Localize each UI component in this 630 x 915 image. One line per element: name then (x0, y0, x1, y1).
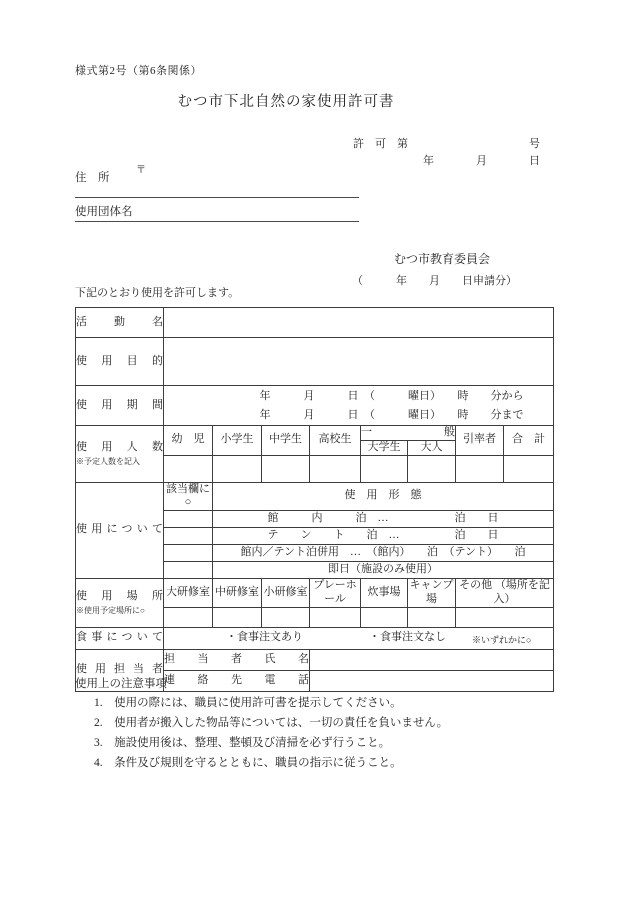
place-value-other (456, 607, 554, 627)
permit-date-line (423, 152, 540, 168)
place-value-campsite (408, 607, 456, 627)
permit-number-line (353, 135, 540, 151)
meal-note: ※いずれかに○ (472, 634, 532, 645)
people-value-leader (456, 455, 504, 482)
place-value-cooking-area (361, 607, 408, 627)
period-row (76, 386, 554, 426)
usage-check-cell-indoor (164, 511, 213, 528)
meal-option-with-order: ・食事注文あり (226, 631, 303, 644)
usage-option-indoor: 館 内 泊 … 泊 日 (213, 511, 554, 528)
people-value-junior-high (262, 455, 310, 482)
address-underline (75, 197, 359, 198)
period-label: 使用期間 (76, 398, 163, 411)
place-col-large-room: 大研修室 (164, 579, 213, 608)
staff-name-row (76, 649, 554, 670)
permit-date-year: 年 (423, 155, 434, 167)
usage-option-tent: テ ン ト 泊 … 泊 日 (213, 528, 554, 545)
staff-name-label-cell (164, 649, 310, 670)
group-name-underline (75, 221, 359, 222)
people-value-infant (164, 455, 213, 482)
postal-mark: 〒 (136, 165, 146, 176)
people-value-high-school (310, 455, 361, 482)
meal-row (76, 627, 554, 649)
note-item-3: 3. 施設使用後は、整理、整頓及び清掃を必ず行うこと。 (94, 737, 391, 749)
notes-title: 使用上の注意事項 (75, 678, 167, 690)
place-col-small-room: 小研修室 (262, 579, 310, 608)
people-value-total (504, 455, 554, 482)
place-col-other: その他 （場所を記入） (456, 579, 554, 608)
people-col-leader: 引率者 (456, 426, 504, 456)
usage-label: 使用について (76, 523, 163, 536)
note-item-2: 2. 使用者が搬入した物品等については、一切の責任を負いません。 (94, 717, 449, 729)
group-name-label: 使用団体名 (75, 206, 133, 218)
place-label-cell (76, 579, 164, 628)
place-col-medium-room: 中研修室 (213, 579, 262, 608)
place-col-play-hall: プレーホール (310, 579, 361, 608)
people-col-junior-high: 中学生 (262, 426, 310, 456)
place-label: 使用場所 (76, 589, 163, 602)
place-value-play-hall (310, 607, 361, 627)
note-item-1: 1. 使用の際には、職員に使用許可書を提示してください。 (94, 697, 402, 709)
meal-label-cell (76, 627, 164, 649)
staff-phone-label: 連絡先電話 (164, 673, 309, 686)
people-general-label: 一般 (361, 426, 455, 438)
usage-check-cell-tent (164, 528, 213, 545)
meal-label: 食事について (76, 631, 163, 644)
people-col-university: 大学生 (361, 440, 408, 455)
people-col-elementary: 小学生 (213, 426, 262, 456)
people-col-high-school: 高校生 (310, 426, 361, 456)
usage-mode-header: 使 用 形 態 (213, 482, 554, 511)
usage-check-header: 該当欄に○ (164, 482, 213, 511)
activity-label: 活動名 (76, 315, 163, 328)
usage-option-sameday: 即日（施設のみ使用） (213, 562, 554, 579)
usage-header-row (76, 482, 554, 511)
period-value-cell (164, 386, 554, 426)
usage-label-cell (76, 482, 164, 579)
place-value-large-room (164, 607, 213, 627)
permit-date-day: 日 (529, 155, 540, 167)
people-label: 使用人数 (76, 440, 163, 453)
usage-check-cell-combined (164, 545, 213, 562)
form-number: 様式第2号（第6条関係） (75, 65, 202, 77)
staff-phone-label-cell (164, 670, 310, 691)
purpose-row (76, 338, 554, 386)
place-value-small-room (262, 607, 310, 627)
people-col-adult: 大人 (408, 440, 456, 455)
meal-options (164, 630, 553, 646)
address-label: 住 所 (75, 172, 110, 184)
activity-label-cell (76, 308, 164, 338)
people-value-university (361, 455, 408, 482)
permit-form-table (75, 307, 554, 692)
application-date-line: （ 年 月 日申請分） (352, 275, 517, 287)
people-col-general (361, 426, 456, 441)
meal-option-without-order: ・食事注文なし (369, 631, 446, 644)
people-col-infant: 幼 児 (164, 426, 213, 456)
staff-name-value-cell (310, 649, 554, 670)
permit-prefix: 許 可 第 (353, 138, 408, 150)
activity-value-cell (164, 308, 554, 338)
permit-date-month: 月 (476, 155, 487, 167)
people-col-total: 合 計 (504, 426, 554, 456)
place-header-row (76, 579, 554, 608)
place-value-medium-room (213, 607, 262, 627)
intro-text: 下記のとおり使用を許可します。 (75, 287, 240, 299)
usage-check-cell-sameday (164, 562, 213, 579)
notes-list (94, 693, 448, 773)
note-item-4: 4. 条件及び規則を守るとともに、職員の指示に従うこと。 (94, 757, 402, 769)
issuer-name: むつ市教育委員会 (394, 252, 491, 266)
staff-phone-value-cell (310, 670, 554, 691)
place-note: ※使用予定場所に○ (76, 605, 145, 615)
place-col-campsite: キャンプ場 (408, 579, 456, 608)
page-title: むつ市下北自然の家使用許可書 (177, 94, 395, 110)
place-col-cooking-area: 炊事場 (361, 579, 408, 608)
people-note: ※予定人数を記入 (76, 456, 140, 466)
staff-label: 使用担当者 (76, 663, 163, 676)
permit-suffix: 号 (529, 138, 540, 150)
people-header-row (76, 426, 554, 441)
people-label-cell (76, 426, 164, 483)
period-to-line: 年 月 日 （ 曜日） 時 分まで (259, 408, 524, 421)
people-value-elementary (213, 455, 262, 482)
meal-options-cell (164, 627, 554, 649)
activity-row (76, 308, 554, 338)
purpose-label-cell (76, 338, 164, 386)
staff-name-label: 担当者氏名 (164, 652, 309, 665)
purpose-label: 使用目的 (76, 354, 163, 367)
purpose-value-cell (164, 338, 554, 386)
period-label-cell (76, 386, 164, 426)
period-from-line: 年 月 日 （ 曜日） 時 分から (259, 389, 524, 402)
usage-option-combined: 館内／テント泊併用 … （館内） 泊 （テント） 泊 (213, 545, 554, 562)
people-value-adult (408, 455, 456, 482)
